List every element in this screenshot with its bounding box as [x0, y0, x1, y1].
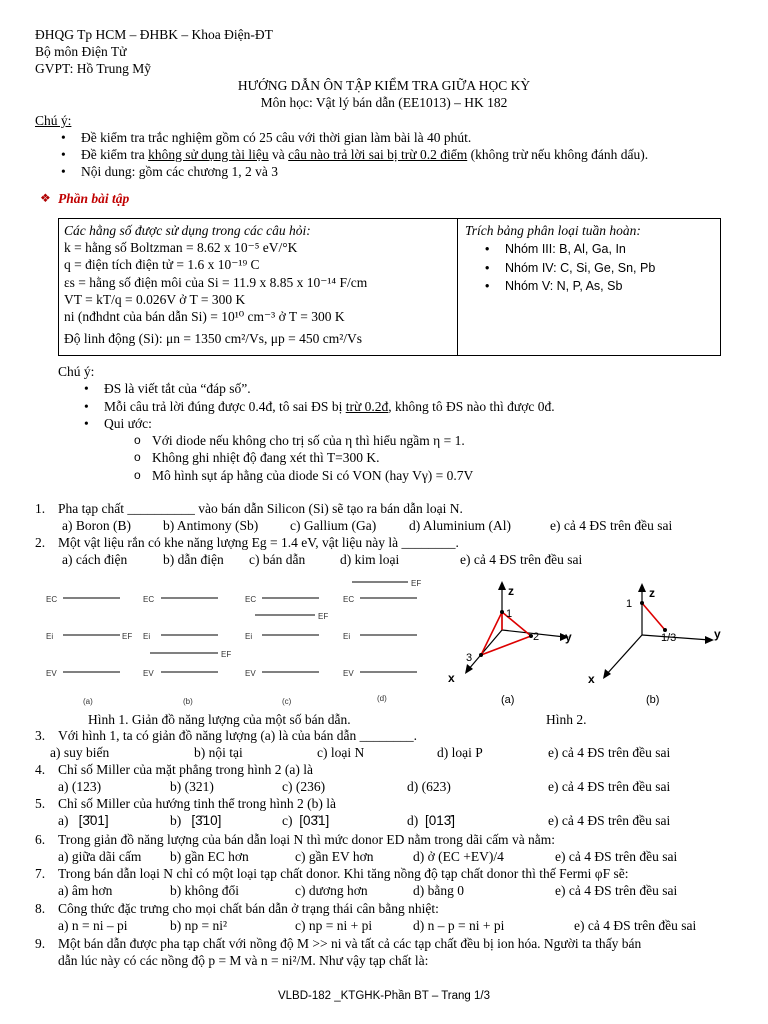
fig2b-x-axis [606, 635, 642, 675]
note-item-2-u1: không sử dụng tài liệu [148, 147, 269, 162]
subject-line: Môn học: Vật lý bán dẫn (EE1013) – HK 182 [260, 95, 508, 110]
constant-vt: VT = kT/q = 0.026V ở T = 300 K [64, 292, 246, 307]
question-5-text: Chỉ số Miller của hướng tinh thể trong hình 2 (b) là [58, 796, 337, 811]
periodic-group-4-text: Nhóm IV: C, Si, Ge, Sn, Pb [505, 261, 656, 275]
fig2-sub-a: (a) [501, 694, 515, 706]
note-item-2-pre: Đề kiểm tra [81, 147, 149, 162]
q3-option-a: a) suy biến [50, 745, 110, 760]
q4-option-a: a) (123) [58, 779, 102, 794]
notes2-item-2-pre: Mỗi câu trả lời đúng được 0.4đ, tô sai ĐS bị [104, 399, 346, 414]
header-line-3: GVPT: Hồ Trung Mỹ [35, 61, 151, 76]
question-2-text: Một vật liệu rắn có khe năng lượng Eg = 1.4 eV, vật liệu này là ________. [58, 535, 459, 550]
fig2a-intercept-3: 3 [466, 652, 473, 664]
q1-option-b: b) Antimony (Sb) [163, 518, 259, 533]
fig2a-z-label: z [508, 584, 514, 598]
q7-option-e: e) cả 4 ĐS trên đều sai [555, 883, 678, 898]
figure-2-caption: Hình 2. [546, 712, 587, 727]
fig2a-x-axis [468, 630, 502, 670]
note-item-1 [81, 130, 471, 146]
fig1-sub-a: (a) [83, 697, 93, 706]
question-9-number: 9. [35, 936, 46, 951]
notes-label: Chú ý: [35, 113, 72, 128]
notes2-item-2-post: , không tô ĐS nào thì được 0đ. [388, 399, 555, 414]
question-4-text: Chỉ số Miller của mặt phẳng trong hình 2 (a) là [58, 762, 313, 777]
periodic-group-5-text: Nhóm V: N, P, As, Sb [505, 279, 623, 293]
q5-option-c [282, 813, 329, 829]
q7-option-d: d) bằng 0 [413, 883, 464, 898]
fig1a-ei-label: Ei [46, 632, 54, 641]
q8-option-e: e) cả 4 ĐS trên đều sai [574, 918, 697, 933]
fig1b-ec-label: EC [143, 595, 155, 604]
fig2-sub-b: (b) [646, 694, 660, 706]
document-title: HƯỚNG DẪN ÔN TẬP KIỂM TRA GIỮA HỌC KỲ [237, 78, 531, 93]
periodic-group-4 [505, 261, 655, 275]
q1-option-a: a) Boron (B) [62, 518, 131, 533]
q8-option-d: d) n – p = ni + pi [413, 918, 505, 933]
fig2a-y-label: y [565, 630, 572, 644]
fig2b-intercept-1: 1 [626, 598, 633, 610]
note-item-2-u2: câu nào trả lời sai bị trừ 0.2 điểm [288, 147, 468, 162]
fig2b-z-label: z [649, 586, 655, 600]
q6-option-a: a) giữa dãi cấm [58, 849, 142, 864]
q7-option-c: c) dương hơn [295, 883, 368, 898]
question-7-number: 7. [35, 866, 46, 881]
fig2a-intercept-2: 2 [533, 631, 540, 643]
fig2b-y-label: y [714, 627, 721, 641]
q1-option-d: d) Aluminium (Al) [409, 518, 511, 533]
fig2b-point-z [640, 601, 644, 605]
question-9-line-1: Một bán dẫn được pha tạp chất với nồng độ M >> ni và tất cả các tạp chất đều bị ion hóa. Người ta thấy bán [58, 936, 642, 951]
question-5-number: 5. [35, 796, 46, 811]
q5-option-d-value: [013̄] [425, 813, 456, 828]
fig1d-ec-label: EC [343, 595, 355, 604]
header-line-2: Bộ môn Điện Tử [35, 44, 127, 59]
q3-option-b: b) nội tại [194, 745, 243, 760]
fig1b-ef-label: EF [221, 650, 232, 659]
q6-option-c: c) gần EV hơn [295, 849, 374, 864]
box-divider [457, 219, 458, 355]
fig2a-point-x [479, 653, 483, 657]
q4-option-c: c) (236) [282, 779, 326, 794]
question-1-number: 1. [35, 501, 46, 516]
section-title [58, 191, 129, 207]
notes2-label: Chú ý: [58, 364, 95, 379]
note-item-3 [81, 164, 278, 180]
q7-option-a: a) âm hơn [58, 883, 113, 898]
question-8-text: Công thức đặc trưng cho mọi chất bán dẫn ở trạng thái cân bằng nhiệt: [58, 901, 439, 916]
figure-1-caption: Hình 1. Giản đồ năng lượng của một số bán dẫn. [88, 712, 351, 727]
notes2-item-1 [104, 381, 251, 397]
constant-mobility: Độ linh động (Si): μn = 1350 cm²/Vs, μp = 450 cm²/Vs [64, 331, 363, 346]
q5-option-d [407, 813, 455, 829]
q6-option-e: e) cả 4 ĐS trên đều sai [555, 849, 678, 864]
question-3-text: Với hình 1, ta có giản đồ năng lượng (a) là của bán dẫn ________. [58, 728, 418, 743]
question-9-line-2: dẫn lúc này có các nồng độ p = M và n = ni²/M. Như vậy tạp chất là: [58, 953, 429, 968]
q2-option-e: e) cả 4 ĐS trên đều sai [460, 552, 583, 567]
fig2b-intercept-13: 1/3 [661, 632, 677, 644]
fig1d-ef-label: EF [411, 579, 422, 588]
fig1c-ec-label: EC [245, 595, 257, 604]
q1-option-c: c) Gallium (Ga) [290, 518, 377, 533]
fig2a-x-label: x [448, 671, 455, 685]
q5-option-b-label: b) [170, 813, 182, 828]
convention-3-text: Mô hình sụt áp hằng của diode Si có VON (hay Vγ) = 0.7V [152, 468, 474, 483]
periodic-group-5 [505, 279, 622, 293]
fig1b-ev-label: EV [143, 669, 154, 678]
constant-q: q = điện tích điện tử = 1.6 x 10⁻¹⁹ C [64, 257, 260, 272]
notes2-item-3 [104, 416, 152, 432]
q5-option-b [170, 813, 221, 829]
q5-option-e: e) cả 4 ĐS trên đều sai [548, 813, 671, 828]
note-item-2-post: (không trừ nếu không đánh dấu). [467, 147, 649, 162]
constants-box [58, 218, 721, 356]
figure-1-energy-diagrams [40, 570, 440, 710]
convention-3 [152, 468, 473, 484]
q8-option-c: c) np = ni + pi [295, 918, 373, 933]
constant-eps: εs = hằng số điện môi của Si = 11.9 x 8.85 x 10⁻¹⁴ F/cm [64, 275, 368, 290]
note-item-3-text: Nội dung: gồm các chương 1, 2 và 3 [81, 164, 279, 179]
q4-option-d: d) (623) [407, 779, 451, 794]
q3-option-d: d) loại P [437, 745, 483, 760]
q2-option-c: c) bán dẫn [249, 552, 306, 567]
periodic-group-3 [505, 242, 626, 256]
convention-2-text: Không ghi nhiệt độ đang xét thì T=300 K. [152, 450, 380, 465]
question-6-text: Trong giản đồ năng lượng của bán dẫn loại N thì mức donor ED nằm trong dãi cấm và nằm: [58, 832, 556, 847]
fig1d-ev-label: EV [343, 669, 354, 678]
q4-option-b: b) (321) [170, 779, 214, 794]
q2-option-d: d) kim loại [340, 552, 400, 567]
convention-2 [152, 450, 379, 466]
question-1-text: Pha tạp chất __________ vào bán dẫn Silicon (Si) sẽ tạo ra bán dẫn loại N. [58, 501, 463, 516]
question-8-number: 8. [35, 901, 46, 916]
periodic-heading: Trích bảng phân loại tuần hoàn: [465, 223, 641, 238]
q3-option-e: e) cả 4 ĐS trên đều sai [548, 745, 671, 760]
notes2-item-2 [104, 399, 555, 415]
q6-option-d: d) ở (EC +EV)/4 [413, 849, 504, 864]
fig1c-ev-label: EV [245, 669, 256, 678]
fig1-sub-d: (d) [377, 694, 387, 703]
note-item-2-mid: và [268, 147, 289, 162]
q5-option-a-value: [3̄01] [78, 813, 109, 828]
q5-option-d-label: d) [407, 813, 419, 828]
fig1c-ei-label: Ei [245, 632, 253, 641]
fig2b-y-arrow [705, 636, 714, 644]
fig1-sub-b: (b) [183, 697, 193, 706]
fig2b-z-arrow [638, 583, 646, 592]
q4-option-e: e) cả 4 ĐS trên đều sai [548, 779, 671, 794]
q5-option-c-label: c) [282, 813, 293, 828]
constants-heading: Các hằng số được sử dụng trong các câu hỏi: [64, 223, 311, 238]
constant-ni: ni (nđhdnt của bán dẫn Si) = 10¹⁰ cm⁻³ ở T = 300 K [64, 309, 345, 324]
convention-1-text: Với diode nếu không cho trị số của η thì hiểu ngầm η = 1. [152, 433, 465, 448]
page-footer: VLBD-182 _KTGHK-Phần BT – Trang 1/3 [277, 990, 490, 1002]
q2-option-b: b) dẫn điện [163, 552, 224, 567]
q2-option-a: a) cách điện [62, 552, 128, 567]
fig1d-ei-label: Ei [343, 632, 351, 641]
notes2-item-2-u: trừ 0.2đ [345, 399, 389, 414]
q5-option-b-value: [3̄10] [191, 813, 222, 828]
q7-option-b: b) không đổi [170, 883, 239, 898]
fig2a-intercept-1: 1 [506, 608, 513, 620]
convention-1 [152, 433, 465, 449]
header-line-1: ĐHQG Tp HCM – ĐHBK – Khoa Điện-ĐT [35, 27, 273, 42]
periodic-group-3-text: Nhóm III: B, Al, Ga, In [505, 242, 626, 256]
notes2-item-3-text: Qui ước: [104, 416, 152, 431]
fig1a-ef-label: EF [122, 632, 133, 641]
section-title-text: Phần bài tập [58, 191, 130, 206]
question-7-text: Trong bán dẫn loại N chỉ có một loại tạp chất donor. Khi tăng nồng độ tạp chất donor thì thế Fermi φF sẽ: [58, 866, 629, 881]
fig2b-direction [642, 603, 665, 630]
fig2a-z-arrow [498, 581, 506, 590]
q5-option-c-value: [03̄1] [299, 813, 330, 828]
note-item-1-text: Đề kiểm tra trắc nghiệm gồm có 25 câu với thời gian làm bài là 40 phút. [81, 130, 472, 145]
q3-option-c: c) loại N [317, 745, 365, 760]
q1-option-e: e) cả 4 ĐS trên đều sai [550, 518, 673, 533]
fig2a-point-z [500, 610, 504, 614]
figure-2-crystal-axes [440, 575, 740, 710]
fig1a-ev-label: EV [46, 669, 57, 678]
q8-option-b: b) np = ni² [170, 918, 228, 933]
fig1-sub-c: (c) [282, 697, 292, 706]
fig1a-ec-label: EC [46, 595, 58, 604]
question-3-number: 3. [35, 728, 46, 743]
question-4-number: 4. [35, 762, 46, 777]
constant-k: k = hằng số Boltzman = 8.62 x 10⁻⁵ eV/°K [64, 240, 298, 255]
question-2-number: 2. [35, 535, 46, 550]
q5-option-a-label: a) [58, 813, 69, 828]
fig1c-ef-label: EF [318, 612, 329, 621]
note-item-2 [81, 147, 648, 163]
notes2-item-1-text: ĐS là viết tắt của “đáp số”. [104, 381, 251, 396]
question-6-number: 6. [35, 832, 46, 847]
fig2b-x-label: x [588, 672, 595, 686]
q6-option-b: b) gần EC hơn [170, 849, 249, 864]
q8-option-a: a) n = ni – pi [58, 918, 128, 933]
fig1b-ei-label: Ei [143, 632, 151, 641]
q5-option-a [58, 813, 109, 829]
